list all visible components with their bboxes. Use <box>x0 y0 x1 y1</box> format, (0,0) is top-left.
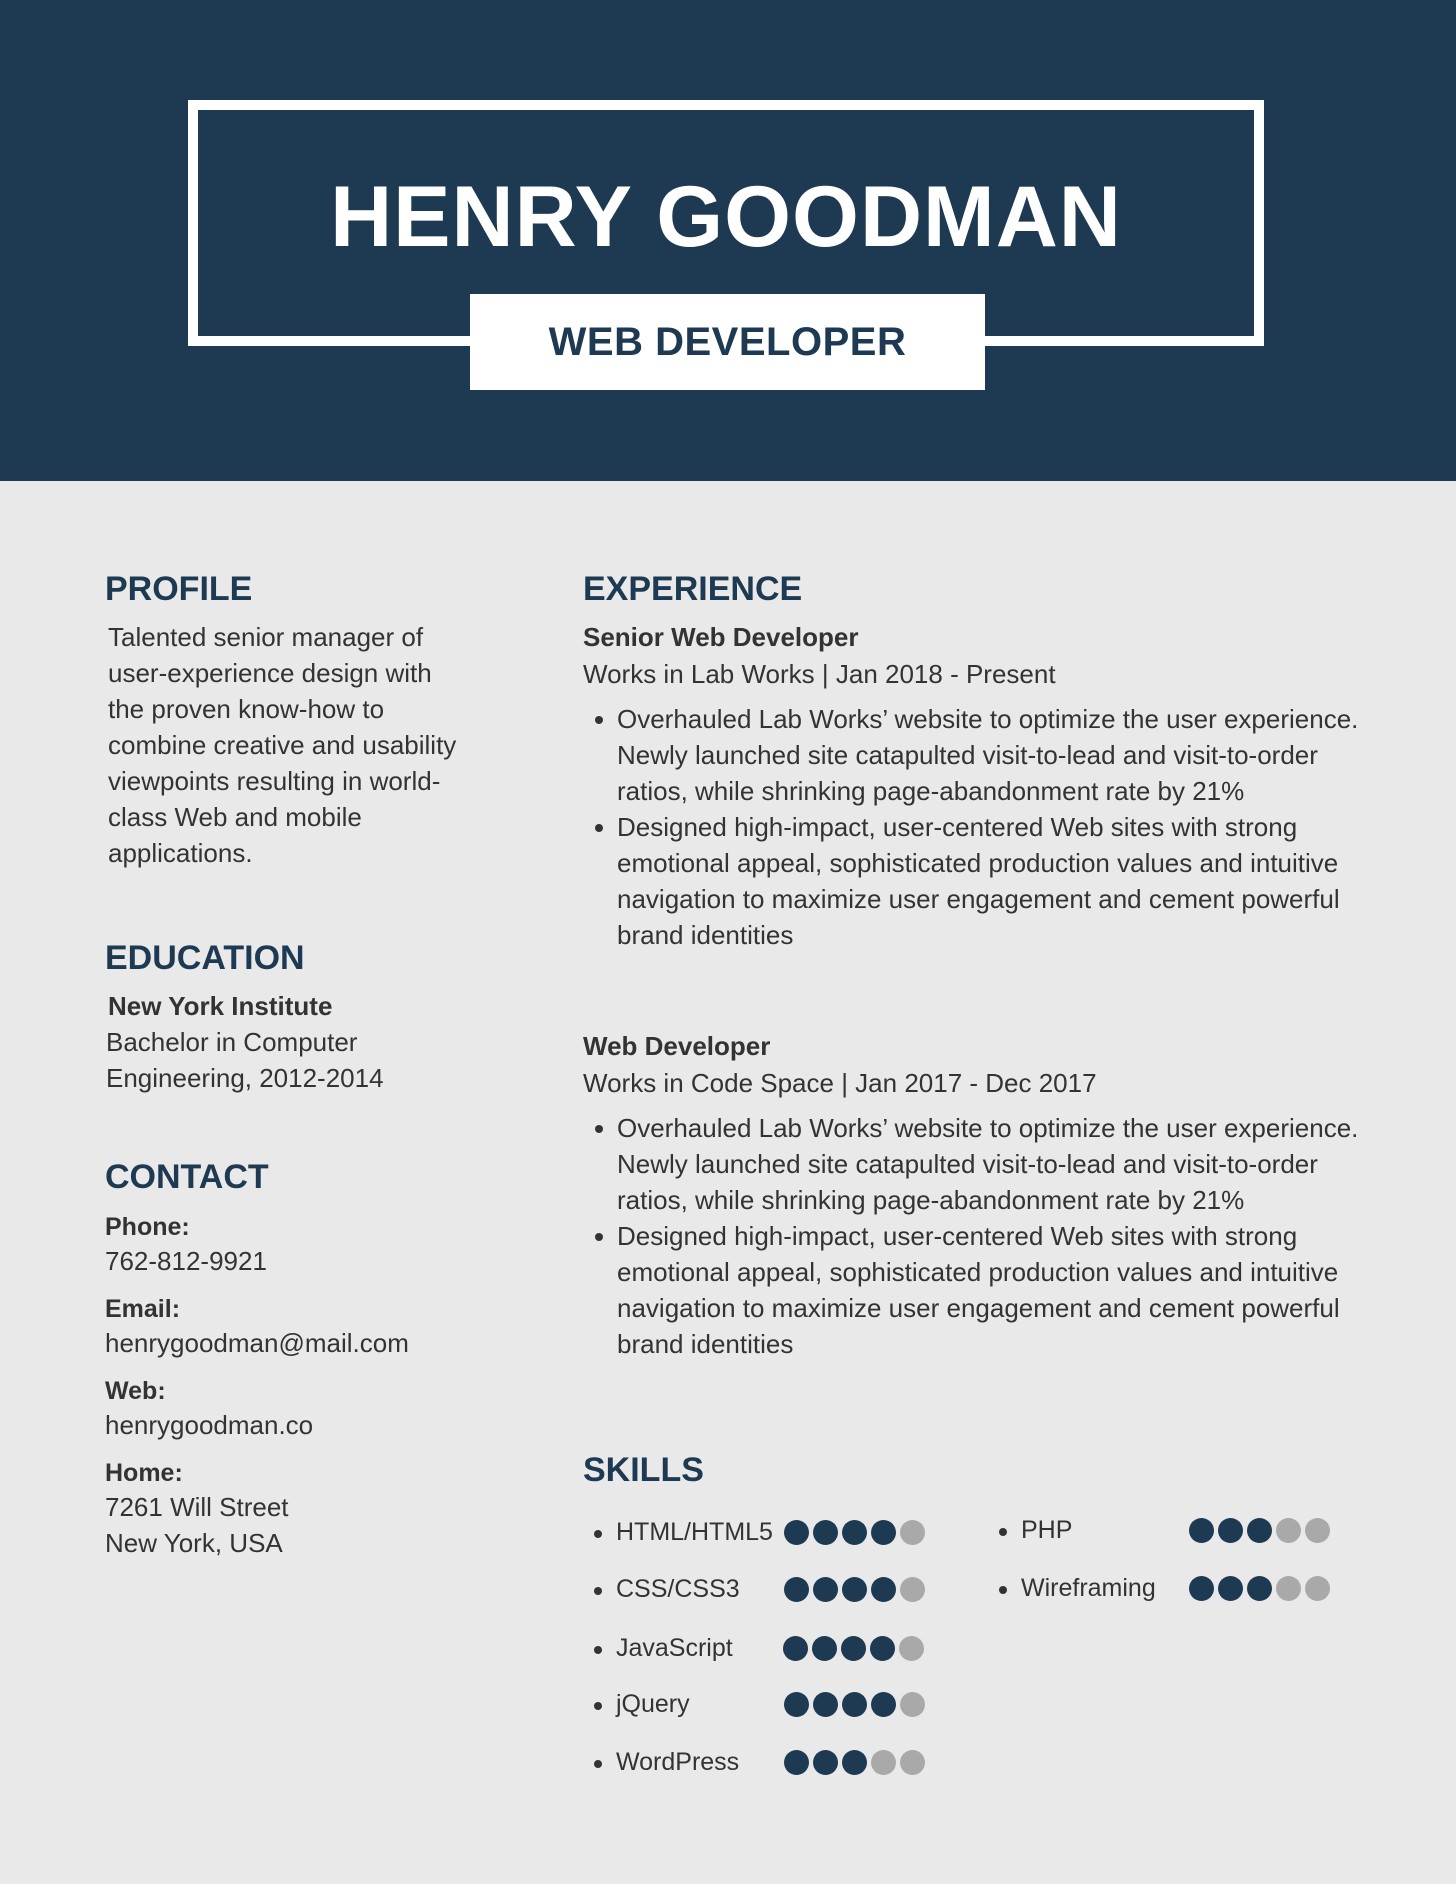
skill-rating <box>784 1692 925 1717</box>
education-line: Engineering, 2012-2014 <box>106 1063 384 1093</box>
skill-rating <box>784 1750 925 1775</box>
rating-dot-empty <box>1276 1518 1301 1543</box>
profile-line: combine creative and usability <box>108 730 457 760</box>
web-value: henrygoodman.co <box>105 1410 314 1440</box>
job-meta: Works in Code Space | Jan 2017 - Dec 2017 <box>583 1068 1097 1098</box>
skill-name: WordPress <box>616 1748 740 1776</box>
header-banner <box>0 0 1456 481</box>
job-title-box <box>470 294 985 390</box>
rating-dot-filled <box>813 1577 838 1602</box>
bullet-dot <box>999 1528 1007 1536</box>
skill-rating <box>1189 1576 1330 1601</box>
profile-line: viewpoints resulting in world- <box>108 766 441 796</box>
job-bullet: Overhauled Lab Works’ website to optimize the user experience. Newly launched site catapulted visit-to-lead and visit-to-order ratios, while shrinking page-abandonment rate by 21% <box>617 701 1377 809</box>
rating-dot-filled <box>784 1520 809 1545</box>
skill-rating <box>1189 1518 1330 1543</box>
contact-heading: CONTACT <box>105 1158 269 1196</box>
rating-dot-empty <box>900 1750 925 1775</box>
rating-dot-filled <box>842 1692 867 1717</box>
skill-name: CSS/CSS3 <box>616 1575 740 1603</box>
candidate-name: HENRY GOODMAN <box>330 169 1122 265</box>
rating-dot-filled <box>1247 1518 1272 1543</box>
rating-dot-empty <box>900 1520 925 1545</box>
home-label: Home: <box>105 1459 183 1487</box>
rating-dot-filled <box>813 1520 838 1545</box>
rating-dot-empty <box>871 1750 896 1775</box>
rating-dot-filled <box>784 1692 809 1717</box>
skills-heading: SKILLS <box>583 1451 704 1489</box>
skill-item <box>999 1570 1349 1606</box>
profile-line: class Web and mobile <box>108 802 362 832</box>
job-bullet: Overhauled Lab Works’ website to optimize the user experience. Newly launched site catapulted visit-to-lead and visit-to-order ratios, while shrinking page-abandonment rate by 21% <box>617 1110 1377 1218</box>
rating-dot-filled <box>1218 1576 1243 1601</box>
home-street: 7261 Will Street <box>105 1492 289 1522</box>
rating-dot-filled <box>842 1520 867 1545</box>
rating-dot-filled <box>784 1577 809 1602</box>
rating-dot-filled <box>1189 1518 1214 1543</box>
rating-dot-filled <box>813 1692 838 1717</box>
skill-name: Wireframing <box>1021 1574 1156 1602</box>
bullet-dot <box>594 1646 602 1654</box>
rating-dot-empty <box>899 1636 924 1661</box>
skill-item <box>594 1630 943 1666</box>
skill-item <box>594 1514 944 1550</box>
rating-dot-filled <box>813 1750 838 1775</box>
job-bullet: Designed high-impact, user-centered Web sites with strong emotional appeal, sophisticated production values and intuitive navigation to maximize user engagement and cement powerful brand identities <box>617 809 1377 953</box>
job-title: WEB DEVELOPER <box>548 319 907 364</box>
rating-dot-empty <box>1276 1576 1301 1601</box>
profile-line: the proven know-how to <box>108 694 385 724</box>
skill-item <box>594 1744 944 1780</box>
profile-line: Talented senior manager of <box>108 622 424 652</box>
email-value: henrygoodman@mail.com <box>105 1328 409 1358</box>
phone-value: 762-812-9921 <box>105 1246 267 1276</box>
job-bullet: Designed high-impact, user-centered Web sites with strong emotional appeal, sophisticated production values and intuitive navigation to maximize user engagement and cement powerful brand identities <box>617 1218 1377 1362</box>
profile-line: applications. <box>108 838 253 868</box>
education-line: Bachelor in Computer <box>106 1027 358 1057</box>
bullet-dot <box>594 1587 602 1595</box>
job-title: Senior Web Developer <box>583 622 859 652</box>
skill-name: JavaScript <box>616 1634 733 1662</box>
phone-label: Phone: <box>105 1213 190 1241</box>
web-label: Web: <box>105 1377 166 1405</box>
rating-dot-filled <box>842 1577 867 1602</box>
rating-dot-filled <box>871 1692 896 1717</box>
experience-heading: EXPERIENCE <box>583 570 803 608</box>
bullet-dot <box>594 1760 602 1768</box>
skill-item <box>594 1686 944 1722</box>
rating-dot-filled <box>1189 1576 1214 1601</box>
bullet-dot <box>999 1586 1007 1594</box>
skill-item <box>594 1571 944 1607</box>
rating-dot-filled <box>871 1577 896 1602</box>
rating-dot-filled <box>1247 1576 1272 1601</box>
skill-item <box>999 1512 1349 1548</box>
skill-name: PHP <box>1021 1516 1073 1544</box>
home-city: New York, USA <box>105 1528 283 1558</box>
rating-dot-filled <box>870 1636 895 1661</box>
rating-dot-filled <box>1218 1518 1243 1543</box>
skill-rating <box>784 1577 925 1602</box>
rating-dot-empty <box>900 1577 925 1602</box>
bullet-dot <box>594 1530 602 1538</box>
job-bullets <box>585 1110 1377 1362</box>
rating-dot-filled <box>842 1750 867 1775</box>
rating-dot-filled <box>783 1636 808 1661</box>
email-label: Email: <box>105 1295 181 1323</box>
skill-name: jQuery <box>616 1690 690 1718</box>
bullet-dot <box>594 1702 602 1710</box>
rating-dot-filled <box>784 1750 809 1775</box>
job-bullets <box>585 701 1377 953</box>
rating-dot-empty <box>1305 1576 1330 1601</box>
job-title: Web Developer <box>583 1031 771 1061</box>
skill-rating <box>783 1636 924 1661</box>
rating-dot-empty <box>900 1692 925 1717</box>
job-meta: Works in Lab Works | Jan 2018 - Present <box>583 659 1056 689</box>
education-heading: EDUCATION <box>105 939 305 977</box>
education-school: New York Institute <box>108 991 333 1021</box>
skill-name: HTML/HTML5 <box>616 1518 773 1546</box>
profile-line: user-experience design with <box>108 658 432 688</box>
rating-dot-filled <box>871 1520 896 1545</box>
profile-heading: PROFILE <box>105 570 253 608</box>
skill-rating <box>784 1520 925 1545</box>
rating-dot-filled <box>812 1636 837 1661</box>
rating-dot-filled <box>841 1636 866 1661</box>
rating-dot-empty <box>1305 1518 1330 1543</box>
